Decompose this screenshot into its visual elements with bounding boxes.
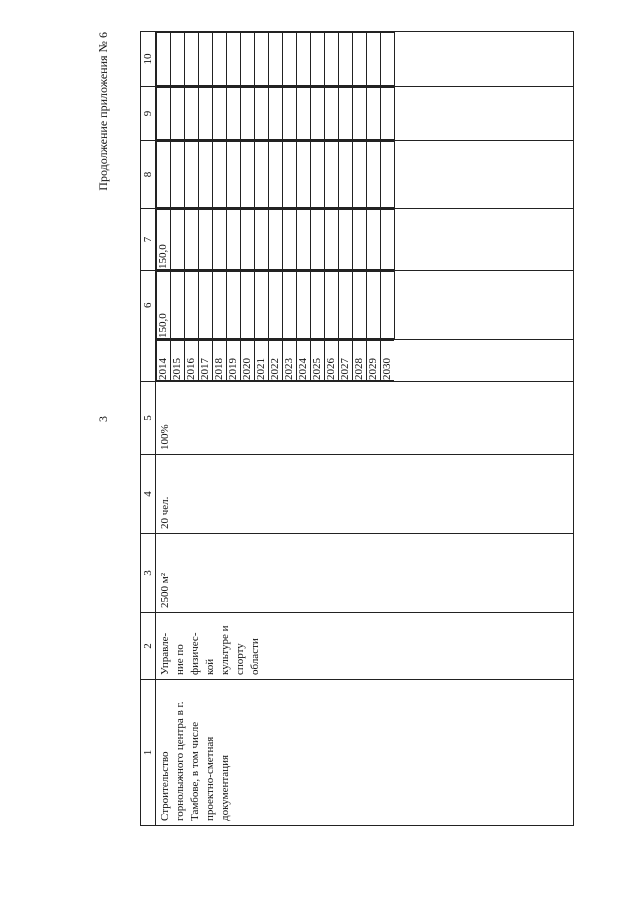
value-cell xyxy=(185,88,199,140)
value-row xyxy=(283,33,297,86)
value-cell xyxy=(353,272,367,339)
value-cell xyxy=(311,210,325,270)
year-row xyxy=(199,341,213,381)
year-row xyxy=(367,341,381,381)
value-row xyxy=(157,88,171,140)
value-cell xyxy=(297,142,311,208)
value-cell xyxy=(185,210,199,270)
value-cell xyxy=(297,272,311,339)
page-number-text: 3 xyxy=(96,416,110,422)
value-row xyxy=(227,272,241,339)
value-cell xyxy=(199,142,213,208)
cell-area xyxy=(156,534,574,613)
value-cell xyxy=(227,33,241,86)
value-cell xyxy=(157,88,171,140)
year-cell: 2027 xyxy=(339,341,353,381)
cell-responsible xyxy=(156,613,574,680)
value-row xyxy=(283,272,297,339)
value-cell xyxy=(325,210,339,270)
year-cell: 2023 xyxy=(283,341,297,381)
header-col-1: 1 xyxy=(141,680,156,826)
cell-col7 xyxy=(156,209,574,271)
value-row xyxy=(185,88,199,140)
value-row xyxy=(227,33,241,86)
value-cell xyxy=(157,33,171,86)
year-row xyxy=(213,341,227,381)
year-cell: 2015 xyxy=(171,341,185,381)
value-row xyxy=(381,88,395,140)
appendix-table xyxy=(140,31,574,826)
value-row xyxy=(241,272,255,339)
value-row xyxy=(199,142,213,208)
value-row xyxy=(185,142,199,208)
value-cell xyxy=(381,33,395,86)
value-row xyxy=(381,272,395,339)
value-row xyxy=(171,272,185,339)
value-cell xyxy=(199,33,213,86)
value-row xyxy=(171,88,185,140)
header-col-years xyxy=(141,340,156,382)
value-cell xyxy=(381,142,395,208)
value-cell xyxy=(297,88,311,140)
value-cell xyxy=(269,33,283,86)
value-row xyxy=(367,33,381,86)
value-row xyxy=(325,88,339,140)
value-cell xyxy=(185,142,199,208)
value-cell xyxy=(381,272,395,339)
value-cell xyxy=(311,142,325,208)
value-cell xyxy=(353,88,367,140)
value-row xyxy=(241,88,255,140)
year-row xyxy=(311,341,325,381)
value-row xyxy=(213,210,227,270)
value-row xyxy=(255,33,269,86)
value-cell xyxy=(213,88,227,140)
value-cell xyxy=(381,210,395,270)
responsible-text: Управле-ние по физичес-кой культуре и спорту области xyxy=(159,625,261,675)
year-row xyxy=(241,341,255,381)
value-cell xyxy=(283,142,297,208)
value-row xyxy=(367,142,381,208)
cell-people xyxy=(156,455,574,534)
value-cell xyxy=(283,33,297,86)
data-row xyxy=(156,32,574,826)
year-row xyxy=(255,341,269,381)
col8-values xyxy=(156,141,395,208)
value-row xyxy=(325,33,339,86)
value-cell xyxy=(283,272,297,339)
year-cell: 2030 xyxy=(381,341,395,381)
value-cell xyxy=(339,272,353,339)
cell-col8 xyxy=(156,141,574,209)
value-row xyxy=(269,88,283,140)
header-col-7: 7 xyxy=(141,209,156,271)
value-cell xyxy=(353,210,367,270)
value-cell xyxy=(325,142,339,208)
value-row xyxy=(171,210,185,270)
value-row xyxy=(199,88,213,140)
value-row xyxy=(213,88,227,140)
area-text: 2500 м² xyxy=(159,572,171,608)
value-row xyxy=(227,210,241,270)
continuation-title: Продолжение приложения № 6 xyxy=(96,32,110,191)
cell-col10 xyxy=(156,32,574,87)
value-cell xyxy=(269,142,283,208)
value-cell xyxy=(311,33,325,86)
value-cell xyxy=(353,33,367,86)
value-row xyxy=(213,142,227,208)
value-row xyxy=(171,33,185,86)
value-cell xyxy=(367,272,381,339)
header-row xyxy=(141,32,156,826)
value-row xyxy=(381,142,395,208)
value-cell xyxy=(381,88,395,140)
value-row xyxy=(367,272,381,339)
year-cell: 2018 xyxy=(213,341,227,381)
value-cell xyxy=(255,88,269,140)
cell-percent xyxy=(156,382,574,455)
value-row xyxy=(381,210,395,270)
value-row xyxy=(185,33,199,86)
value-row xyxy=(227,88,241,140)
value-cell xyxy=(269,272,283,339)
value-cell xyxy=(227,272,241,339)
value-row xyxy=(353,142,367,208)
value-row xyxy=(269,210,283,270)
value-row xyxy=(171,142,185,208)
value-cell xyxy=(241,142,255,208)
value-row xyxy=(283,88,297,140)
value-row xyxy=(353,272,367,339)
value-cell xyxy=(255,210,269,270)
header-col-6: 6 xyxy=(141,271,156,340)
header-col-3: 3 xyxy=(141,534,156,613)
year-cell: 2029 xyxy=(367,341,381,381)
value-cell xyxy=(339,33,353,86)
value-row xyxy=(311,33,325,86)
value-cell xyxy=(213,33,227,86)
value-row xyxy=(339,142,353,208)
value-row xyxy=(185,210,199,270)
value-row xyxy=(269,272,283,339)
value-cell xyxy=(339,142,353,208)
year-row xyxy=(325,341,339,381)
value-row xyxy=(297,33,311,86)
year-row xyxy=(297,341,311,381)
value-row xyxy=(325,272,339,339)
value-cell xyxy=(241,88,255,140)
value-row xyxy=(199,33,213,86)
value-row xyxy=(353,210,367,270)
value-row xyxy=(353,88,367,140)
value-cell xyxy=(241,33,255,86)
value-row xyxy=(157,142,171,208)
year-cell: 2022 xyxy=(269,341,283,381)
value-row xyxy=(325,142,339,208)
value-row xyxy=(311,88,325,140)
cell-years xyxy=(156,340,574,382)
value-cell xyxy=(199,210,213,270)
value-cell xyxy=(255,272,269,339)
value-cell xyxy=(213,272,227,339)
col6-values xyxy=(156,271,395,339)
value-row xyxy=(283,210,297,270)
description-text: Строительство горнолыжного центра в г. Тамбове, в том числе проектно-сметная документация xyxy=(159,701,231,821)
value-cell xyxy=(255,142,269,208)
value-cell xyxy=(199,272,213,339)
value-row xyxy=(269,33,283,86)
value-row xyxy=(283,142,297,208)
value-row xyxy=(269,142,283,208)
year-cell: 2025 xyxy=(311,341,325,381)
value-cell xyxy=(255,33,269,86)
col10-values xyxy=(156,32,395,86)
page-number xyxy=(94,400,114,430)
value-row xyxy=(311,272,325,339)
value-cell xyxy=(297,33,311,86)
value-row xyxy=(297,88,311,140)
value-cell xyxy=(325,88,339,140)
value-row xyxy=(367,210,381,270)
value-cell xyxy=(157,142,171,208)
value-cell xyxy=(227,88,241,140)
value-row xyxy=(353,33,367,86)
header-col-4: 4 xyxy=(141,455,156,534)
value-row xyxy=(339,33,353,86)
value-cell xyxy=(213,142,227,208)
year-cell: 2016 xyxy=(185,341,199,381)
header-col-5: 5 xyxy=(141,382,156,455)
header-col-2: 2 xyxy=(141,613,156,680)
value-cell xyxy=(269,88,283,140)
value-cell xyxy=(227,142,241,208)
value-cell xyxy=(339,88,353,140)
value-row xyxy=(339,272,353,339)
value-cell xyxy=(227,210,241,270)
value-cell xyxy=(311,88,325,140)
value-cell xyxy=(297,210,311,270)
year-row xyxy=(339,341,353,381)
value-row xyxy=(199,210,213,270)
rotated-page-content xyxy=(96,32,574,826)
year-row xyxy=(227,341,241,381)
col7-values xyxy=(156,209,395,270)
cell-col9 xyxy=(156,87,574,141)
years-list xyxy=(156,340,394,381)
value-row xyxy=(157,210,171,270)
percent-text: 100% xyxy=(159,424,171,450)
value-cell xyxy=(367,142,381,208)
value-row xyxy=(185,272,199,339)
header-col-8: 8 xyxy=(141,141,156,209)
year-cell: 2014 xyxy=(157,341,171,381)
value-row xyxy=(157,272,171,339)
year-row xyxy=(381,341,395,381)
value-cell xyxy=(185,272,199,339)
year-cell: 2019 xyxy=(227,341,241,381)
value-cell xyxy=(199,88,213,140)
value-row xyxy=(255,210,269,270)
year-cell: 2021 xyxy=(255,341,269,381)
year-cell: 2024 xyxy=(297,341,311,381)
value-cell xyxy=(241,210,255,270)
year-cell: 2020 xyxy=(241,341,255,381)
year-row xyxy=(171,341,185,381)
cell-col6 xyxy=(156,271,574,340)
value-row xyxy=(241,210,255,270)
value-cell xyxy=(325,272,339,339)
value-cell: 150,0 xyxy=(157,272,171,339)
value-row xyxy=(213,33,227,86)
cell-description xyxy=(156,680,574,826)
header-col-9: 9 xyxy=(141,87,156,141)
value-cell xyxy=(311,272,325,339)
value-row xyxy=(199,272,213,339)
value-cell xyxy=(367,33,381,86)
value-row xyxy=(255,88,269,140)
value-row xyxy=(157,33,171,86)
year-cell: 2028 xyxy=(353,341,367,381)
value-row xyxy=(311,142,325,208)
value-cell xyxy=(213,210,227,270)
value-cell xyxy=(171,142,185,208)
value-row xyxy=(339,210,353,270)
value-row xyxy=(213,272,227,339)
value-row xyxy=(325,210,339,270)
value-cell xyxy=(241,272,255,339)
value-cell xyxy=(171,88,185,140)
value-row xyxy=(297,272,311,339)
value-row xyxy=(367,88,381,140)
value-row xyxy=(241,142,255,208)
value-cell xyxy=(367,88,381,140)
value-row xyxy=(255,272,269,339)
value-cell xyxy=(171,272,185,339)
value-cell: 150,0 xyxy=(157,210,171,270)
year-cell: 2017 xyxy=(199,341,213,381)
value-cell xyxy=(171,210,185,270)
value-cell xyxy=(283,88,297,140)
value-row xyxy=(339,88,353,140)
value-row xyxy=(297,210,311,270)
year-row xyxy=(283,341,297,381)
value-cell xyxy=(185,33,199,86)
value-cell xyxy=(367,210,381,270)
year-row xyxy=(269,341,283,381)
value-row xyxy=(311,210,325,270)
year-row xyxy=(157,341,171,381)
value-cell xyxy=(353,142,367,208)
value-cell xyxy=(171,33,185,86)
value-cell xyxy=(283,210,297,270)
col9-values xyxy=(156,87,395,140)
header-col-10: 10 xyxy=(141,32,156,87)
value-row xyxy=(227,142,241,208)
value-row xyxy=(297,142,311,208)
value-row xyxy=(241,33,255,86)
year-row xyxy=(185,341,199,381)
year-cell: 2026 xyxy=(325,341,339,381)
value-cell xyxy=(269,210,283,270)
people-text: 20 чел. xyxy=(159,496,171,529)
year-row xyxy=(353,341,367,381)
value-row xyxy=(381,33,395,86)
value-cell xyxy=(339,210,353,270)
value-row xyxy=(255,142,269,208)
value-cell xyxy=(325,33,339,86)
